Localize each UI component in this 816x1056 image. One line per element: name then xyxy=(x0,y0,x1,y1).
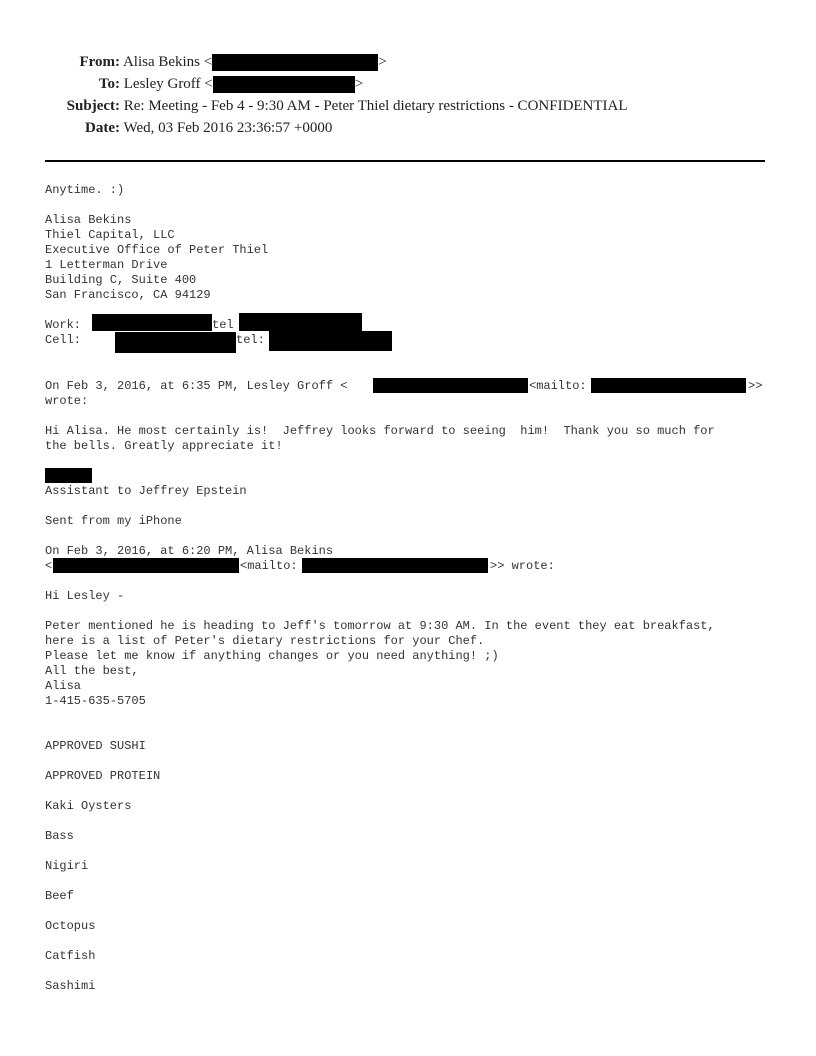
redaction-box xyxy=(302,558,488,573)
cell-tel: tel: xyxy=(236,333,265,347)
redaction-box xyxy=(45,468,92,483)
work-tel: tel xyxy=(212,318,234,332)
redaction-box xyxy=(115,332,236,353)
from-label: From: xyxy=(79,54,120,70)
subject-value: Re: Meeting - Feb 4 - 9:30 AM - Peter Thiel dietary restrictions - CONFIDENTIAL xyxy=(123,98,628,114)
quote2-mailto: <mailto: xyxy=(240,559,298,573)
message-line: All the best, xyxy=(45,664,139,678)
to-close: > xyxy=(354,76,364,92)
signature-line: Thiel Capital, LLC xyxy=(45,228,175,242)
assistant-title: Assistant to Jeffrey Epstein xyxy=(45,484,247,498)
header-divider xyxy=(45,160,765,162)
redaction-box xyxy=(212,54,378,71)
date-line xyxy=(0,120,332,137)
message-line: Please let me know if anything changes or you need anything! ;) xyxy=(45,649,499,663)
subject-label: Subject: xyxy=(66,98,120,114)
list-item: Bass xyxy=(45,829,74,843)
quote2-line: On Feb 3, 2016, at 6:20 PM, Alisa Bekins xyxy=(45,544,334,558)
reply1-line: Hi Alisa. He most certainly is! Jeffrey looks forward to seeing him! Thank you so much for xyxy=(45,424,715,438)
quote1-mailto: <mailto: xyxy=(529,379,587,393)
quote1-suffix: >> xyxy=(748,379,763,393)
list-item: Beef xyxy=(45,889,74,903)
message-line: here is a list of Peter's dietary restrictions for your Chef. xyxy=(45,634,485,648)
message-line: Alisa xyxy=(45,679,82,693)
section-heading: APPROVED PROTEIN xyxy=(45,769,161,783)
signature-line: 1 Letterman Drive xyxy=(45,258,168,272)
quote2-wrote: >> wrote: xyxy=(490,559,555,573)
redaction-box xyxy=(92,314,212,331)
reply1-line: the bells. Greatly appreciate it! xyxy=(45,439,283,453)
from-close: > xyxy=(378,54,387,70)
list-item: Catfish xyxy=(45,949,96,963)
redaction-box xyxy=(269,331,392,351)
date-value: Wed, 03 Feb 2016 23:36:57 +0000 xyxy=(123,120,333,136)
to-name: Lesley Groff < xyxy=(123,76,213,92)
from-name: Alisa Bekins < xyxy=(122,54,213,70)
list-item: Kaki Oysters xyxy=(45,799,132,813)
work-label: Work: xyxy=(45,318,89,332)
section-heading: APPROVED SUSHI xyxy=(45,739,146,753)
to-label: To: xyxy=(98,76,120,92)
list-item: Nigiri xyxy=(45,859,89,873)
redaction-box xyxy=(213,76,355,93)
signature-line: Alisa Bekins xyxy=(45,213,132,227)
list-item: Octopus xyxy=(45,919,96,933)
message-line: 1-415-635-5705 xyxy=(45,694,146,708)
to-line xyxy=(0,76,363,93)
redaction-box xyxy=(373,378,528,393)
quote2-open: < xyxy=(45,559,53,573)
sent-from: Sent from my iPhone xyxy=(45,514,182,528)
opening-line: Anytime. :) xyxy=(45,183,125,197)
subject-line xyxy=(0,98,628,115)
quote1-wrote: wrote: xyxy=(45,394,89,408)
signature-line: Building C, Suite 400 xyxy=(45,273,197,287)
quote1-prefix: On Feb 3, 2016, at 6:35 PM, Lesley Groff < xyxy=(45,379,348,393)
cell-label: Cell: xyxy=(45,333,82,347)
message-line: Peter mentioned he is heading to Jeff's tomorrow at 9:30 AM. In the event they eat breakfast, xyxy=(45,619,715,633)
signature-line: Executive Office of Peter Thiel xyxy=(45,243,269,257)
redaction-box xyxy=(53,558,239,573)
greeting: Hi Lesley - xyxy=(45,589,125,603)
redaction-box xyxy=(239,313,362,331)
list-item: Sashimi xyxy=(45,979,96,993)
date-label: Date: xyxy=(85,120,120,136)
from-line xyxy=(0,54,387,71)
redaction-box xyxy=(591,378,746,393)
signature-line: San Francisco, CA 94129 xyxy=(45,288,211,302)
